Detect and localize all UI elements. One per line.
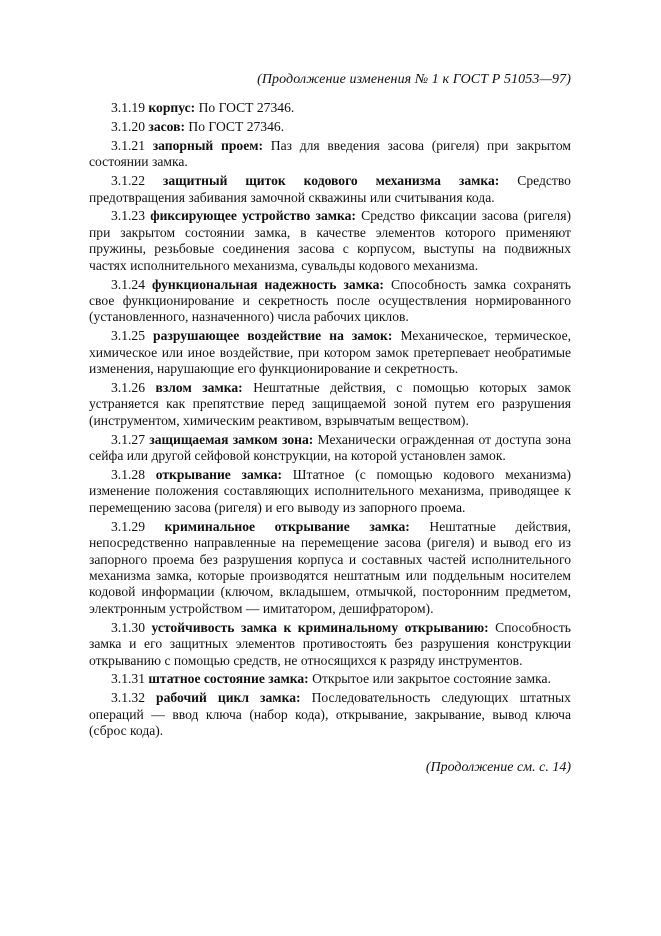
term-number: 3.1.22 (111, 173, 145, 189)
term-definition: Способность замка и его защитных элементов противостоять без разрушения конструкции открыванию с помощью средств, не относящихся к разряду инструментов. (89, 619, 571, 668)
term-entry (89, 690, 571, 739)
term-definition: Средство предотвращения забивания замочной скважины или считывания кода. (89, 173, 571, 205)
term-entry (89, 328, 571, 377)
term-entry (89, 100, 571, 116)
term-number: 3.1.29 (111, 518, 145, 534)
term-name: корпус: (148, 100, 196, 115)
term-name: штатное состояние замка: (148, 671, 309, 687)
term-name: засов: (148, 118, 186, 134)
term-number: 3.1.23 (111, 208, 145, 224)
term-definition: Средство фиксации засова (ригеля) при закрытом состоянии замка, в качестве элементов которого применяют пружины, резьбовые соединения засова с корпусом, выступы на подвижных частях исполнительного механизма, сувальды кодового механизма. (89, 208, 571, 273)
term-name: защищаемая замком зона: (149, 431, 314, 447)
term-definition: Механически огражденная от доступа зона сейфа или другой сейфовой конструкции, на которой установлен замок. (89, 431, 571, 464)
term-entry (89, 208, 571, 274)
term-definition: Нештатные действия, непосредственно направленные на перемещение засова (ригеля) и вывод его из запорного проема без разрушения корпуса и составных частей исполнительного механизма замка, которые производятся нештатным или поддельным носителем кодовой информации (ключом, вкладышем, отмычкой, посторонним предметом, электронным устройством — имитатором, дешифратором). (89, 518, 571, 616)
term-number: 3.1.20 (111, 118, 145, 134)
term-number: 3.1.32 (111, 690, 145, 706)
term-entry (89, 671, 571, 687)
term-number: 3.1.24 (111, 276, 145, 292)
term-definition: Нештатные действия, с помощью которых замок устраняется как препятствие перед защищаемой зоной путем его разрушения (инструментом, химическим реактивом, взрывчатым веществом). (89, 380, 571, 428)
term-entry (89, 138, 571, 171)
term-entry (89, 467, 571, 516)
term-entry (89, 620, 571, 669)
term-number: 3.1.26 (111, 380, 145, 395)
term-name: рабочий цикл замка: (156, 690, 301, 706)
term-number: 3.1.30 (111, 619, 145, 635)
term-definition: Открытое или закрытое состояние замка. (312, 671, 551, 687)
term-number: 3.1.27 (111, 431, 145, 447)
term-entry (89, 380, 571, 429)
document-page (89, 72, 571, 776)
term-number: 3.1.19 (111, 100, 145, 115)
term-name: устойчивость замка к криминальному открыванию: (151, 619, 489, 635)
term-name: разрушающее воздействие на замок: (153, 328, 393, 344)
term-list (89, 100, 571, 740)
term-number: 3.1.25 (111, 328, 145, 344)
term-entry (89, 277, 571, 326)
term-entry (89, 119, 571, 135)
term-number: 3.1.21 (111, 137, 145, 153)
term-name: запорный проем: (152, 137, 264, 153)
term-definition: Способность замка сохранять свое функционирование и секретность после осуществления нормированного (установленного, назначенного) числа рабочих циклов. (89, 276, 571, 325)
term-definition: По ГОСТ 27346. (188, 118, 285, 134)
page-footer: (Продолжение см. с. 14) (425, 759, 571, 775)
term-name: взлом замка: (155, 380, 243, 395)
term-name: открывание замка: (155, 467, 283, 483)
term-entry (89, 519, 571, 617)
term-definition: Последовательность следующих штатных операций — ввод ключа (набор кода), открывание, закрывание, вывод ключа (сброс кода). (89, 690, 571, 739)
term-entry (89, 173, 571, 206)
term-definition: Паз для введения засова (ригеля) при закрытом состоянии замка. (89, 137, 571, 170)
term-definition: По ГОСТ 27346. (198, 100, 295, 115)
term-definition: Штатное (с помощью кодового механизма) изменение положения составляющих исполнительного механизма, приводящее к перемещению засова (ригеля) и его выводу из запорного проема. (89, 467, 571, 515)
term-number: 3.1.31 (111, 671, 145, 687)
term-number: 3.1.28 (111, 467, 145, 483)
term-name: защитный щиток кодового механизма замка: (162, 173, 500, 189)
term-name: фиксирующее устройство замка: (150, 208, 356, 224)
page-header: (Продолжение изменения № 1 к ГОСТ Р 51053—97) (257, 72, 571, 87)
term-definition: Механическое, термическое, химическое или иное воздействие, при котором замок претерпевает необратимые изменения, нарушающие его функционирование и секретность. (89, 328, 571, 377)
term-name: криминальное открывание замка: (164, 518, 410, 534)
term-name: функциональная надежность замка: (152, 276, 384, 292)
term-entry (89, 432, 571, 465)
